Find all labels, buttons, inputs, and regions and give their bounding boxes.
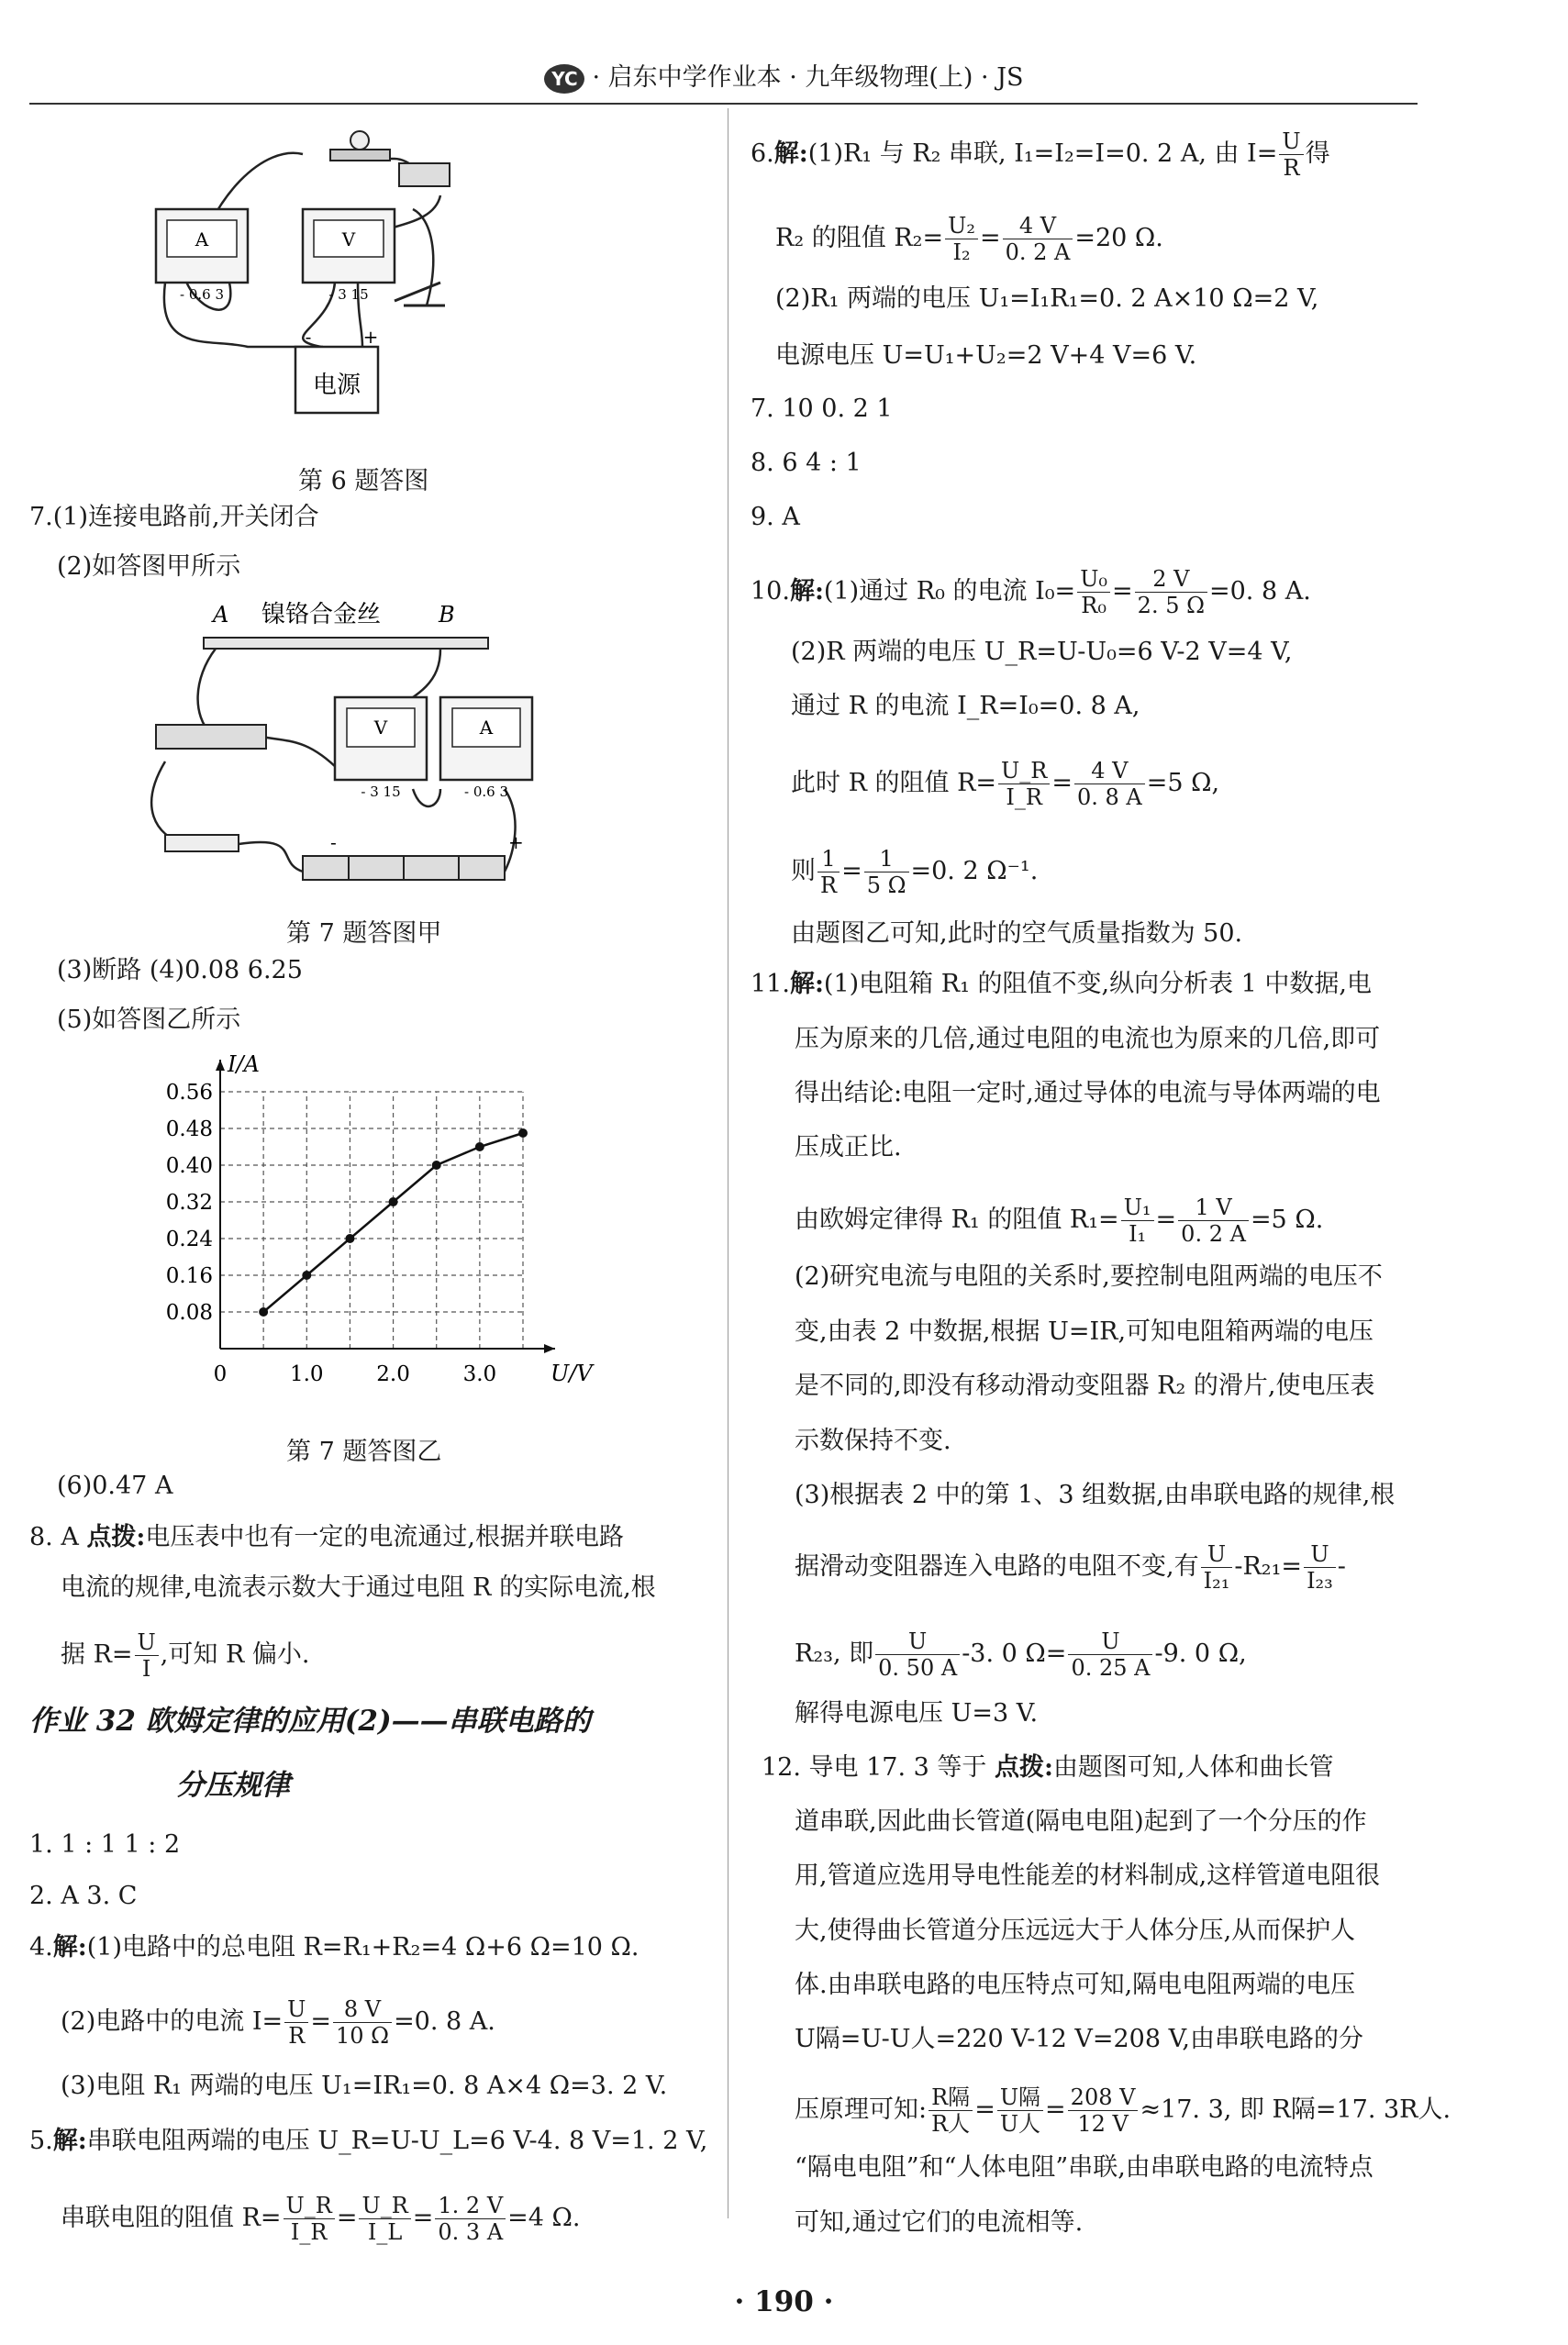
fig6-power-label: 电源 xyxy=(312,372,361,399)
q10-fraction2 xyxy=(1135,566,1207,618)
chart-ticks xyxy=(166,1081,496,1386)
q12-fraction1 xyxy=(929,2084,973,2137)
data-point xyxy=(518,1128,528,1138)
q8-text1: 电压表中也有一定的电流通过,根据并联电路 xyxy=(145,1523,624,1551)
q12-frac2-den: U人 xyxy=(999,2111,1041,2137)
header-title: · 启东中学作业本 · 九年级物理(上) · JS xyxy=(592,63,1024,92)
q10-frac4-den: 0. 8 A xyxy=(1076,784,1142,810)
q11-fraction4 xyxy=(1304,1541,1336,1594)
page-header xyxy=(0,57,1568,94)
q11-frac6-den: 0. 25 A xyxy=(1071,1655,1151,1681)
q6-line2: R₂ 的阻值 R₂= $\frac{\text{U₂}}{\text{I₂}}$ = $\frac{4 V}{0. 2 A}$ =20 Ω. xyxy=(775,213,1163,265)
q10-key: 解: xyxy=(789,577,824,606)
q10-number: 10. xyxy=(751,577,790,606)
q6-frac3-num: 4 V xyxy=(1003,213,1073,239)
q6-line4: 电源电压 U=U₁+U₂=2 V+4 V=6 V. xyxy=(775,341,1197,370)
y-tick-label: 0.48 xyxy=(165,1117,213,1141)
y-tick-label: 0.32 xyxy=(165,1191,213,1215)
q11-number: 11. xyxy=(751,970,790,998)
q12-frac3-den: 12 V xyxy=(1077,2111,1129,2137)
q11-fraction3 xyxy=(1201,1541,1233,1594)
q6-frac1-num: U xyxy=(1279,128,1303,155)
q11-fraction2 xyxy=(1178,1195,1249,1247)
q5-key: 解: xyxy=(52,2127,87,2155)
q11-text5b: =5 Ω. xyxy=(1250,1206,1324,1234)
fig6-ammeter-label: A xyxy=(195,228,209,250)
q6-fraction2 xyxy=(945,213,978,265)
q7-part1: 7.(1)连接电路前,开关闭合 xyxy=(29,503,319,531)
switch-icon xyxy=(395,283,445,306)
q11-frac2-num: 1 V xyxy=(1178,1195,1249,1221)
q4-line2 xyxy=(61,1996,495,2049)
answer-8: 8. 6 4 : 1 xyxy=(751,449,862,477)
q10-text4b: =5 Ω, xyxy=(1146,769,1220,797)
q11-text11mid: -R₂₁= xyxy=(1234,1552,1303,1581)
rheostat-icon xyxy=(399,163,450,186)
y-tick-label: 0.40 xyxy=(165,1154,213,1178)
fig7a-minus: - xyxy=(330,831,337,853)
q12-fraction3 xyxy=(1068,2084,1139,2137)
q12-frac2-num: U隔 xyxy=(997,2084,1043,2111)
q11-text12b: -9. 0 Ω, xyxy=(1154,1639,1247,1668)
y-axis-arrow xyxy=(216,1060,225,1071)
q8-line1 xyxy=(29,1521,624,1554)
q5-fraction3 xyxy=(435,2193,506,2245)
q8-frac-den: I xyxy=(141,1656,151,1682)
q10-frac2-den: 2. 5 Ω xyxy=(1137,593,1205,618)
q4-key: 解: xyxy=(52,1933,87,1962)
fig6-voltmeter-terminals: - 3 15 xyxy=(328,286,369,303)
y-tick-label: 0.16 xyxy=(165,1264,213,1288)
data-point xyxy=(302,1271,311,1280)
q10-fraction5 xyxy=(817,846,840,898)
q10-text5a: 则 xyxy=(791,857,816,885)
q4-fraction1 xyxy=(284,1996,308,2049)
fig7a-label-b: B xyxy=(439,602,455,628)
q4-number: 4. xyxy=(29,1933,53,1962)
data-point xyxy=(345,1234,354,1243)
q4-line3: (3)电阻 R₁ 两端的电压 U₁=IR₁=0. 8 A×4 Ω=3. 2 V. xyxy=(61,2072,668,2100)
nichrome-wire-icon xyxy=(204,638,488,649)
q11-key: 解: xyxy=(789,970,824,998)
q6-text2b: =20 Ω. xyxy=(1074,224,1163,252)
q11-line3: 得出结论:电阻一定时,通过导体的电流与导体两端的电 xyxy=(795,1079,1381,1107)
fig7b-caption: 第 7 题答图乙 xyxy=(286,1438,442,1466)
fig6-caption: 第 6 题答图 xyxy=(298,467,429,495)
q11-line12 xyxy=(795,1628,1247,1681)
fig6-minus: - xyxy=(305,326,312,348)
q6-frac3-den: 0. 2 A xyxy=(1005,239,1071,265)
q8-line2: 电流的规律,电流表示数大于通过电阻 R 的实际电流,根 xyxy=(61,1573,656,1602)
fig7a-voltmeter-terminals: - 3 15 xyxy=(361,784,401,800)
q5-text2b: =4 Ω. xyxy=(507,2204,581,2232)
q5-frac1-num: U_R xyxy=(284,2193,335,2219)
q7-part6: (6)0.47 A xyxy=(57,1472,173,1500)
q8-text3b: ,可知 R 偏小. xyxy=(160,1640,310,1669)
data-point xyxy=(475,1142,484,1151)
q10-fraction1 xyxy=(1077,566,1110,618)
q10-fraction4 xyxy=(1074,758,1145,810)
fig7a-voltmeter-label: V xyxy=(373,717,388,739)
q11-text11b: - xyxy=(1337,1552,1346,1581)
q12-line1 xyxy=(762,1751,1334,1784)
x-tick-label: 3.0 xyxy=(462,1362,497,1386)
answer-9: 9. A xyxy=(751,503,800,531)
q5-frac3-num: 1. 2 V xyxy=(435,2193,506,2219)
q11-line11 xyxy=(795,1541,1346,1594)
q11-frac5-num: U xyxy=(875,1628,960,1655)
fig7a-plus: + xyxy=(508,831,524,853)
q12-line6: U隔=U-U人=220 V-12 V=208 V,由串联电路的分 xyxy=(795,2025,1363,2053)
fig7a-ammeter-terminals: - 0.6 3 xyxy=(463,784,509,800)
q12-frac1-num: R隔 xyxy=(929,2084,973,2111)
q11-line5: 由欧姆定律得 R₁ 的阻值 R₁= $\frac{\text{U₁}}{\text{I₁}}$ = $\frac{1 V}{0. 2 A}$ =5 Ω. xyxy=(795,1195,1324,1247)
q11-frac3-num: U xyxy=(1201,1541,1233,1568)
q5-number: 5. xyxy=(29,2127,53,2155)
q10-frac2-num: 2 V xyxy=(1135,566,1207,593)
chart-xlabel: U/V xyxy=(550,1361,593,1386)
q11-text12mid: -3. 0 Ω= xyxy=(962,1639,1067,1668)
q10-frac6-num: 1 xyxy=(864,846,909,872)
data-point xyxy=(259,1307,268,1317)
data-point xyxy=(432,1161,441,1170)
q6-key: 解: xyxy=(773,139,808,168)
x-tick-label: 2.0 xyxy=(376,1362,410,1386)
q11-line7: 变,由表 2 中数据,根据 U=IR,可知电阻箱两端的电压 xyxy=(795,1317,1374,1346)
x-axis-arrow xyxy=(544,1344,555,1353)
data-point xyxy=(389,1197,398,1206)
q7-part3-4: (3)断路 (4)0.08 6.25 xyxy=(57,956,303,984)
rheostat-icon xyxy=(156,725,266,749)
q12-fraction2 xyxy=(997,2084,1043,2137)
q10-frac3-num: U_R xyxy=(998,758,1050,784)
q6-text1b: 得 xyxy=(1305,139,1330,168)
q11-line9: 示数保持不变. xyxy=(795,1427,951,1455)
q8-number: 8. A xyxy=(29,1523,79,1551)
q8-line3 xyxy=(61,1629,309,1682)
q6-line3: (2)R₁ 两端的电压 U₁=I₁R₁=0. 2 A×10 Ω=2 V, xyxy=(775,284,1319,313)
q5-frac3-den: 0. 3 A xyxy=(438,2219,504,2245)
q8-text3a: 据 R= xyxy=(61,1640,133,1669)
q5-line2: 串联电阻的阻值 R= $\frac{U\_R}{I\_R}$ = $\frac{U\_R}{I\_L}$ = $\frac{1. 2 V}{0. 3 A}$ =4 Ω. xyxy=(61,2193,581,2245)
q4-frac2-num: 8 V xyxy=(333,1996,392,2023)
answer-2-3: 2. A 3. C xyxy=(29,1882,138,1910)
q11-line6: (2)研究电流与电阻的关系时,要控制电阻两端的电压不 xyxy=(795,1262,1383,1291)
q10-frac1-den: R₀ xyxy=(1081,593,1106,618)
q11-frac5-den: 0. 50 A xyxy=(878,1655,958,1681)
q6-fraction1 xyxy=(1279,128,1303,181)
q12-text1a: 12. 导电 17. 3 等于 xyxy=(762,1753,995,1782)
q6-frac1-den: R xyxy=(1283,155,1300,181)
x-tick-label: 1.0 xyxy=(289,1362,324,1386)
q12-line8: “隔电电阻”和“人体电阻”串联,由串联电路的电流特点 xyxy=(795,2153,1373,2182)
q11-line8: 是不同的,即没有移动滑动变阻器 R₂ 的滑片,使电压表 xyxy=(795,1372,1375,1400)
q10-line2: (2)R 两端的电压 U_R=U-U₀=6 V-2 V=4 V, xyxy=(791,638,1293,666)
y-tick-label: 0.24 xyxy=(165,1228,213,1251)
q11-text5a: 由欧姆定律得 R₁ 的阻值 R₁= xyxy=(795,1206,1119,1234)
q11-fraction5 xyxy=(875,1628,960,1681)
q12-text7b: ≈17. 3, 即 R隔=17. 3R人. xyxy=(1140,2095,1451,2124)
q12-line2: 道串联,因此曲长管道(隔电电阻)起到了一个分压的作 xyxy=(795,1807,1367,1836)
q11-frac1-den: I₁ xyxy=(1129,1221,1147,1247)
q12-frac3-num: 208 V xyxy=(1068,2084,1139,2111)
q10-text5b: =0. 2 Ω⁻¹. xyxy=(910,857,1039,885)
q4-text1: (1)电路中的总电阻 R=R₁+R₂=4 Ω+6 Ω=10 Ω. xyxy=(86,1933,639,1962)
q11-text12a: R₂₃, 即 xyxy=(795,1639,874,1668)
q6-text2a: R₂ 的阻值 R₂= xyxy=(775,224,944,252)
q11-frac6-num: U xyxy=(1068,1628,1152,1655)
q11-fraction6 xyxy=(1068,1628,1152,1681)
q12-line3: 用,管道应选用导电性能差的材料制成,这样管道电阻很 xyxy=(795,1862,1381,1890)
q10-line5: 则 $\frac{1}{R}$ = $\frac{1}{5 \Omega}$ =0. 2 Ω⁻¹. xyxy=(791,846,1039,898)
y-tick-label: 0.08 xyxy=(165,1301,213,1325)
q12-line7: 压原理可知: $\frac{\text{R隔}}{\text{R人}}$ = $\frac{\text{U隔}}{\text{U人}}$ = $\frac{208 V}{12 V}$ ≈17. 3, 即 R隔=17. 3R人. xyxy=(795,2084,1451,2137)
q10-text1b: =0. 8 A. xyxy=(1209,577,1311,606)
q5-fraction2 xyxy=(359,2193,410,2245)
q11-fraction1 xyxy=(1121,1195,1154,1247)
q10-line6: 由题图乙可知,此时的空气质量指数为 50. xyxy=(791,919,1243,948)
q4-frac1-num: U xyxy=(284,1996,308,2023)
q10-line1: 10.解:(1)通过 R₀ 的电流 I₀= $\frac{\text{U₀}}{\text{R₀}}$ = $\frac{2 V}{2. 5 \Omega}$ =0. 8 A. xyxy=(751,566,1311,618)
fig6-plus: + xyxy=(362,326,379,348)
q4-text2a: (2)电路中的电流 I= xyxy=(61,2007,284,2036)
q10-frac5-den: R xyxy=(820,872,838,898)
q5-frac2-den: I_L xyxy=(367,2219,403,2245)
q12-line4: 大,使得曲长管道分压远远大于人体分压,从而保护人 xyxy=(795,1917,1356,1945)
page-number: · 190 · xyxy=(734,2285,834,2318)
q8-frac-num: U xyxy=(135,1629,159,1656)
q12-text7a: 压原理可知: xyxy=(795,2095,928,2124)
q5-frac1-den: I_R xyxy=(290,2219,328,2245)
q4-frac2-den: 10 Ω xyxy=(335,2023,390,2049)
answer-7: 7. 10 0. 2 1 xyxy=(751,395,893,423)
q4-text2b: =0. 8 A. xyxy=(394,2007,495,2036)
q10-frac5-num: 1 xyxy=(817,846,840,872)
q6-number: 6. xyxy=(751,139,774,168)
q5-fraction1 xyxy=(284,2193,335,2245)
q11-frac4-num: U xyxy=(1304,1541,1336,1568)
q10-line3: 通过 R 的电流 I_R=I₀=0. 8 A, xyxy=(791,692,1140,720)
fig7b-chart xyxy=(156,1046,593,1413)
section-heading-line1: 作业 32 欧姆定律的应用(2)——串联电路的 xyxy=(29,1705,591,1738)
publisher-logo: YC xyxy=(544,64,584,94)
bulb-icon xyxy=(350,131,369,150)
fig6-ammeter-terminals: - 0.6 3 xyxy=(179,286,225,303)
q11-line13: 解得电源电压 U=3 V. xyxy=(795,1699,1039,1728)
q11-frac1-num: U₁ xyxy=(1121,1195,1154,1221)
q5-text2a: 串联电阻的阻值 R= xyxy=(61,2204,282,2232)
section-heading-line2: 分压规律 xyxy=(176,1769,290,1802)
q7-part5: (5)如答图乙所示 xyxy=(57,1006,241,1034)
q11-text11a: 据滑动变阻器连入电路的电阻不变,有 xyxy=(795,1552,1199,1581)
q6-fraction3 xyxy=(1003,213,1073,265)
q12-line5: 体.由串联电路的电压特点可知,隔电电阻两端的电压 xyxy=(795,1971,1356,1999)
q4-eq: = xyxy=(310,2007,331,2036)
q10-line4: 此时 R 的阻值 R= $\frac{U\_R}{I\_R}$ = $\frac{4 V}{0. 8 A}$ =5 Ω, xyxy=(791,758,1220,810)
q12-line9: 可知,通过它们的电流相等. xyxy=(795,2208,1084,2237)
fig7a-wire-label: 镍铬合金丝 xyxy=(261,601,382,628)
q6-text1a: (1)R₁ 与 R₂ 串联, I₁=I₂=I=0. 2 A, 由 I= xyxy=(807,139,1278,168)
q11-frac2-den: 0. 2 A xyxy=(1181,1221,1246,1247)
q10-frac6-den: 5 Ω xyxy=(866,872,906,898)
q10-fraction3 xyxy=(998,758,1050,810)
chart-ylabel: I/A xyxy=(228,1051,260,1077)
fig7a-label-a: A xyxy=(213,602,229,628)
q4-line1 xyxy=(29,1931,639,1964)
q7-part2: (2)如答图甲所示 xyxy=(57,552,241,581)
header-rule xyxy=(29,103,1418,105)
q6-frac2-num: U₂ xyxy=(945,213,978,239)
q10-frac3-den: I_R xyxy=(1006,784,1042,810)
q6-frac2-den: I₂ xyxy=(952,239,971,265)
q4-frac1-den: R xyxy=(288,2023,306,2049)
fig7a-ammeter-label: A xyxy=(479,717,494,739)
q11-frac4-den: I₂₃ xyxy=(1307,1568,1333,1594)
q11-line1 xyxy=(751,968,1372,1001)
q10-frac1-num: U₀ xyxy=(1077,566,1110,593)
q5-frac2-num: U_R xyxy=(359,2193,410,2219)
q8-hint-key: 点拨: xyxy=(86,1523,146,1551)
q10-frac4-num: 4 V xyxy=(1074,758,1145,784)
fig6-voltmeter-label: V xyxy=(341,228,356,250)
answer-1: 1. 1 : 1 1 : 2 xyxy=(29,1830,181,1859)
q12-text1b: 由题图可知,人体和曲长管 xyxy=(1052,1753,1334,1782)
fig7a-circuit xyxy=(138,596,541,890)
switch-icon xyxy=(165,835,239,851)
y-tick-label: 0.56 xyxy=(165,1081,213,1105)
q11-line2: 压为原来的几倍,通过电阻的电流也为原来的几倍,即可 xyxy=(795,1025,1381,1053)
q11-frac3-den: I₂₁ xyxy=(1203,1568,1230,1594)
q5-line1 xyxy=(29,2125,707,2158)
fig7a-caption: 第 7 题答图甲 xyxy=(286,919,442,948)
q4-fraction2 xyxy=(333,1996,392,2049)
q11-text1: (1)电阻箱 R₁ 的阻值不变,纵向分析表 1 中数据,电 xyxy=(823,970,1372,998)
q10-text4a: 此时 R 的阻值 R= xyxy=(791,769,997,797)
q11-line4: 压成正比. xyxy=(795,1133,902,1161)
q12-hint-key: 点拨: xyxy=(994,1753,1053,1782)
q12-frac1-den: R人 xyxy=(931,2111,971,2137)
q6-line1 xyxy=(751,128,1330,181)
fig6-circuit xyxy=(138,117,450,434)
x-tick-label: 0 xyxy=(213,1362,228,1386)
q10-text1a: (1)通过 R₀ 的电流 I₀= xyxy=(823,577,1076,606)
q10-fraction6 xyxy=(864,846,909,898)
q11-line10: (3)根据表 2 中的第 1、3 组数据,由串联电路的规律,根 xyxy=(795,1481,1396,1509)
q8-fraction xyxy=(135,1629,159,1682)
q5-text1: 串联电阻两端的电压 U_R=U-U_L=6 V-4. 8 V=1. 2 V, xyxy=(86,2127,708,2155)
